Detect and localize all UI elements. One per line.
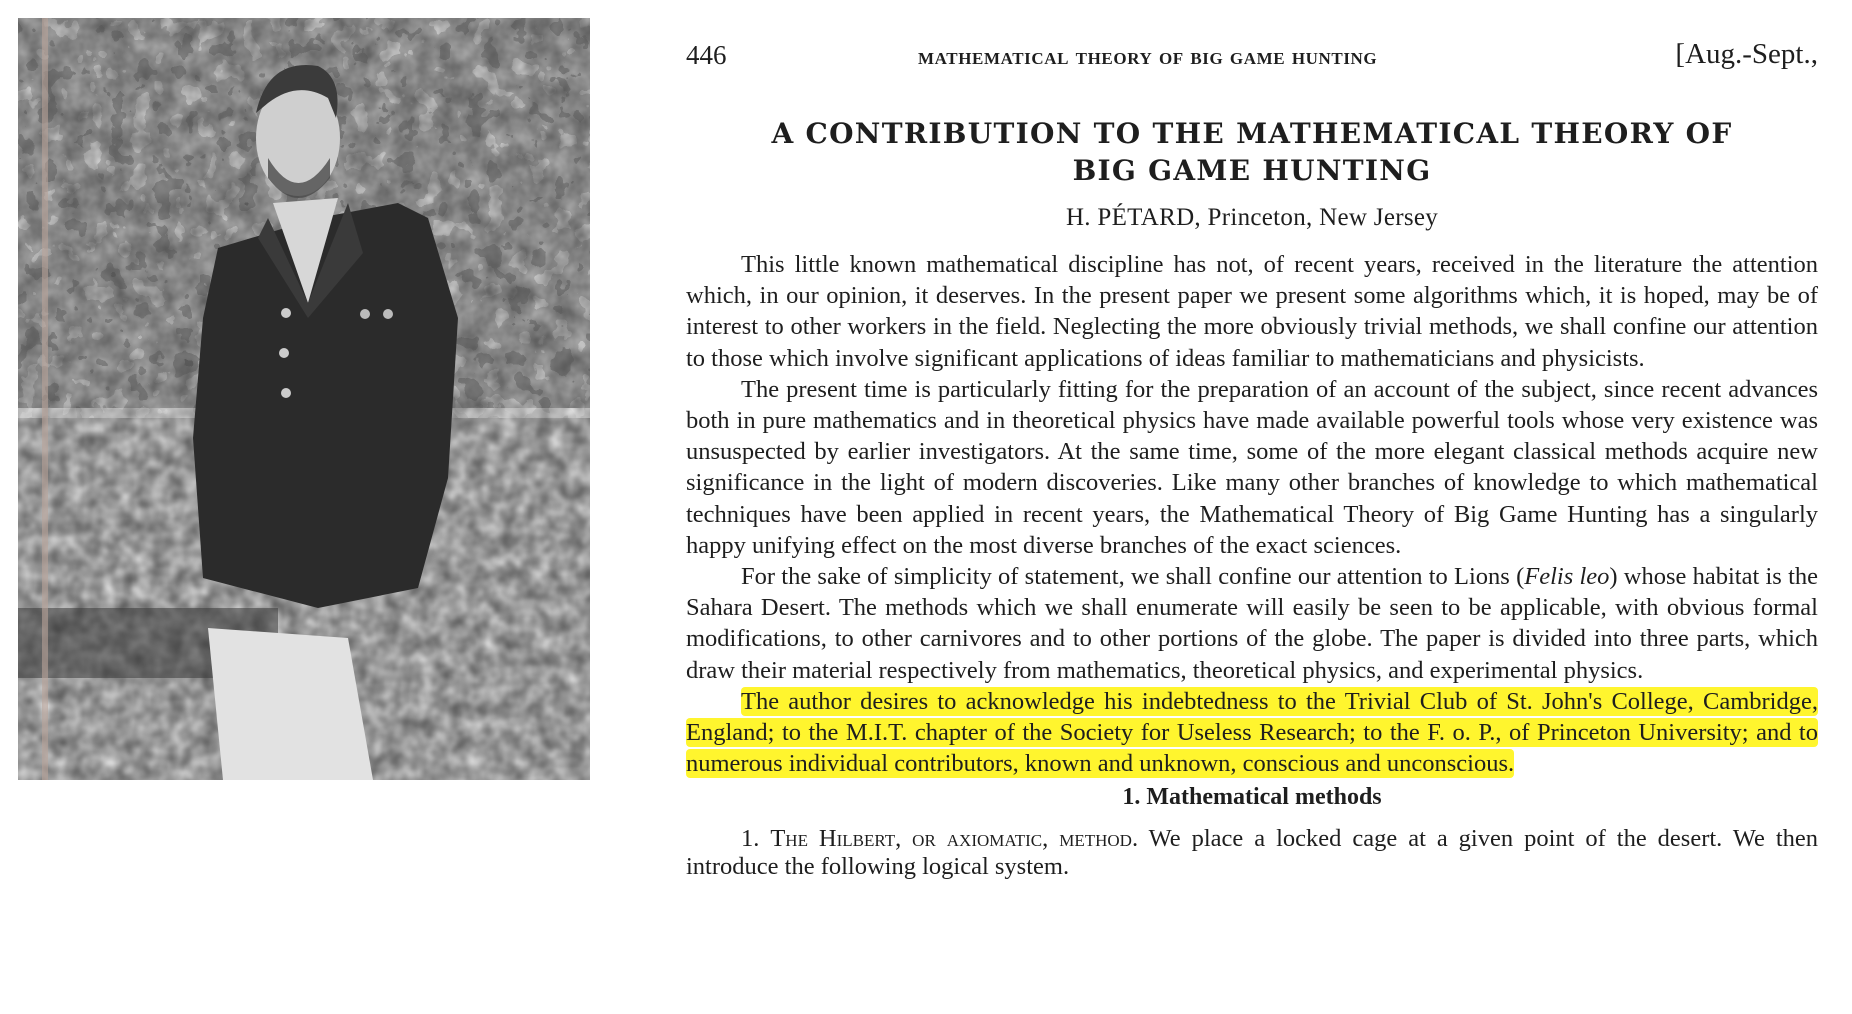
medal: [360, 309, 370, 319]
author-byline: H. PÉTARD, Princeton, New Jersey: [1065, 204, 1439, 231]
paragraph: The present time is particularly fitting for the preparation of an account of the subject, since recent advances both in pure mathematics and in theoretical physics have made available powerful tools whose very existence was unsuspected by earlier investigators. At the same time, some of the more elegant classical methods acquire new significance in the light of modern discoveries. Like many other branches of knowledge to which mathematical techniques have been applied in recent years, the Mathematical Theory of Big Game Hunting has a singularly happy unifying effect on the most diverse branches of the exact sciences.: [686, 375, 1818, 559]
journal-page: [686, 30, 1818, 881]
highlighted-text[interactable]: The author desires to acknowledge his indebtedness to the Trivial Club of St. John's College, Cambridge, England; to the M.I.T. chapter of the Society for Useless Research; to the F. o. P., of Princeton University; and to numerous individual contributors, known and unknown, conscious and unconscious.: [686, 687, 1818, 778]
issue-date: [Aug.-Sept.,: [1675, 38, 1818, 70]
section-heading: 1. Mathematical methods: [1122, 784, 1382, 811]
paragraph: This little known mathematical discipline has not, of recent years, received in the literature the attention which, in our opinion, it deserves. In the present paper we present some algorithms which, it is hoped, may be of interest to other workers in the field. Neglecting the more obviously trivial methods, we shall confine our attention to those which involve significant applications of ideas familiar to mathematicians and physicists.: [686, 251, 1818, 372]
article-title-line1: A CONTRIBUTION TO THE MATHEMATICAL THEORY OF: [771, 117, 1733, 150]
paragraph-text: For the sake of simplicity of statement, we shall confine our attention to Lions (: [741, 563, 1525, 591]
acknowledgement-paragraph: [686, 686, 1818, 780]
article-title-line2: BIG GAME HUNTING: [1072, 154, 1432, 187]
paragraph-text: We place a locked cage at a given point of the desert. We then introduce the following logical system.: [686, 825, 1819, 881]
species-name: Felis leo: [1524, 563, 1610, 591]
running-title: mathematical theory of big game hunting: [918, 44, 1378, 70]
article-title: [686, 115, 1818, 189]
article-body: [686, 249, 1818, 779]
page-number: 446: [686, 40, 727, 70]
author-portrait-photo: [18, 18, 590, 780]
button: [279, 348, 289, 358]
method-title: The Hilbert, or axiomatic, method.: [770, 825, 1139, 853]
button: [281, 388, 291, 398]
trousers: [208, 628, 373, 780]
paragraph: [686, 825, 1818, 881]
paragraph-text: ) whose habitat is the Sahara Desert. The methods which we shall enumerate will easily be seen to be applicable, with obvious formal modifications, to other carnivores and to other portions of the globe. The paper is divided into three parts, which draw their material respectively from mathematics, theoretical physics, and experimental physics.: [686, 563, 1819, 684]
running-header: [686, 30, 1818, 70]
button: [281, 308, 291, 318]
method-section: [686, 825, 1818, 881]
paragraph: [686, 561, 1818, 686]
method-number: 1.: [741, 825, 771, 853]
pole: [42, 18, 48, 780]
portrait-image: [18, 18, 590, 780]
medal: [383, 309, 393, 319]
